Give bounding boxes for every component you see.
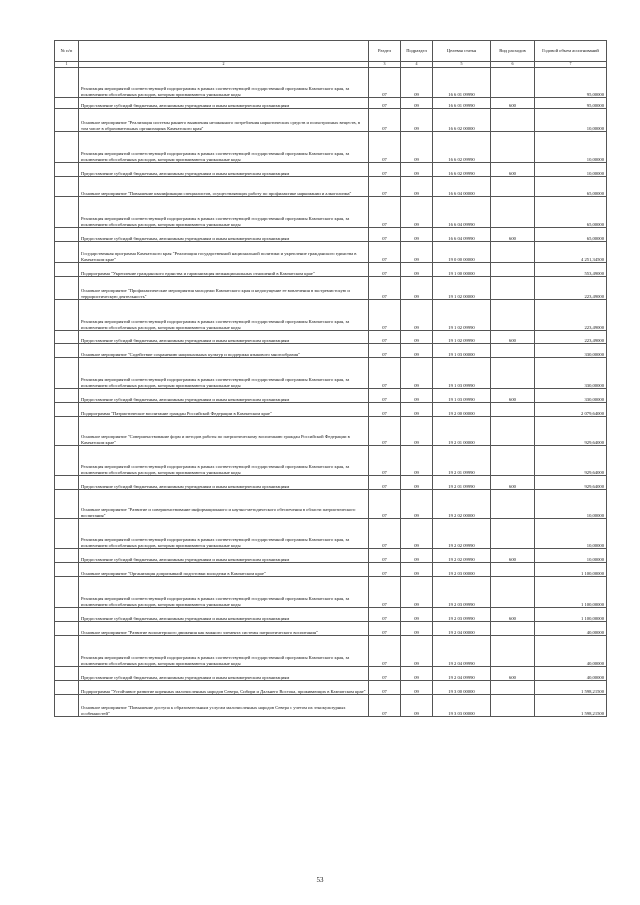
row-target-article: 16 6 02 09990 bbox=[433, 163, 491, 177]
row-section: 07 bbox=[369, 109, 401, 132]
row-index bbox=[55, 300, 79, 331]
row-expense-type bbox=[491, 277, 535, 300]
row-name: Основное мероприятие "Развитие волонтерского движения как важного элемента системы патриотического воспитания" bbox=[79, 622, 369, 636]
row-target-article: 19 1 02 09990 bbox=[433, 331, 491, 344]
row-expense-type bbox=[491, 403, 535, 417]
column-number: 2 bbox=[79, 62, 369, 68]
row-target-article: 19 2 04 09990 bbox=[433, 667, 491, 681]
column-number: 7 bbox=[535, 62, 607, 68]
row-section: 07 bbox=[369, 695, 401, 717]
row-amount: 10,00000 bbox=[535, 549, 607, 563]
row-index bbox=[55, 163, 79, 177]
row-subsection: 09 bbox=[401, 519, 433, 549]
row-index bbox=[55, 263, 79, 277]
row-subsection: 09 bbox=[401, 636, 433, 667]
row-subsection: 09 bbox=[401, 228, 433, 242]
row-name: Реализация мероприятий соответствующей подпрограммы в рамках соответствующей государственной программы Камчатского края, за исключением обособленных расходов, которым присваиваются уникальные коды bbox=[79, 636, 369, 667]
row-name: Предоставление субсидий бюджетным, автономным учреждениям и иным некоммерческим организациям bbox=[79, 667, 369, 681]
row-name: Реализация мероприятий соответствующей подпрограммы в рамках соответствующей государственной программы Камчатского края, за исключением обособленных расходов, которым присваиваются уникальные коды bbox=[79, 68, 369, 98]
row-index bbox=[55, 228, 79, 242]
row-name: Основное мероприятие "Развитие и совершенствование информационного и научно-методического обеспечения в области патриотического воспитания" bbox=[79, 490, 369, 519]
row-target-article: 16 6 04 00000 bbox=[433, 177, 491, 197]
row-amount: 65,00000 bbox=[535, 228, 607, 242]
row-name: Предоставление субсидий бюджетным, автономным учреждениям и иным некоммерческим организациям bbox=[79, 228, 369, 242]
table-row bbox=[55, 263, 607, 277]
row-target-article: 19 2 03 09990 bbox=[433, 577, 491, 608]
row-expense-type bbox=[491, 300, 535, 331]
row-subsection: 09 bbox=[401, 263, 433, 277]
table-row bbox=[55, 177, 607, 197]
row-expense-type: 600 bbox=[491, 228, 535, 242]
table-row bbox=[55, 242, 607, 263]
row-section: 07 bbox=[369, 608, 401, 622]
row-amount: 10,00000 bbox=[535, 519, 607, 549]
row-subsection: 09 bbox=[401, 389, 433, 403]
row-name: Реализация мероприятий соответствующей подпрограммы в рамках соответствующей государственной программы Камчатского края, за исключением обособленных расходов, которым присваиваются уникальные коды bbox=[79, 577, 369, 608]
row-amount: 4 251,34500 bbox=[535, 242, 607, 263]
row-expense-type bbox=[491, 622, 535, 636]
row-section: 07 bbox=[369, 577, 401, 608]
row-index bbox=[55, 98, 79, 109]
row-subsection: 09 bbox=[401, 177, 433, 197]
row-name: Государственная программа Камчатского края "Реализация государственной национальной политики и укрепление гражданского единства в Камчатском крае" bbox=[79, 242, 369, 263]
table-row bbox=[55, 636, 607, 667]
row-amount: 40,00000 bbox=[535, 622, 607, 636]
row-amount: 223,49000 bbox=[535, 277, 607, 300]
row-amount: 330,00000 bbox=[535, 344, 607, 358]
column-number: 3 bbox=[369, 62, 401, 68]
table-row bbox=[55, 476, 607, 490]
row-amount: 223,49000 bbox=[535, 331, 607, 344]
row-expense-type: 600 bbox=[491, 476, 535, 490]
row-section: 07 bbox=[369, 277, 401, 300]
table-row bbox=[55, 389, 607, 403]
row-amount: 10,00000 bbox=[535, 109, 607, 132]
row-target-article: 16 6 02 00000 bbox=[433, 109, 491, 132]
row-target-article: 19 2 03 09990 bbox=[433, 608, 491, 622]
row-name: Основное мероприятие "Совершенствование форм и методов работы по патриотическому воспитанию граждан Российской Федерации в Камчатском крае" bbox=[79, 417, 369, 446]
row-target-article: 19 1 03 00000 bbox=[433, 344, 491, 358]
row-target-article: 19 2 01 00000 bbox=[433, 417, 491, 446]
table-row bbox=[55, 132, 607, 163]
header-cell bbox=[79, 41, 369, 62]
row-subsection: 09 bbox=[401, 608, 433, 622]
table-row bbox=[55, 68, 607, 98]
row-amount: 2 079,64000 bbox=[535, 403, 607, 417]
row-section: 07 bbox=[369, 446, 401, 476]
row-amount: 40,00000 bbox=[535, 667, 607, 681]
row-amount: 95,00000 bbox=[535, 98, 607, 109]
row-subsection: 09 bbox=[401, 132, 433, 163]
row-section: 07 bbox=[369, 263, 401, 277]
row-target-article: 19 1 02 00000 bbox=[433, 277, 491, 300]
row-name: Предоставление субсидий бюджетным, автономным учреждениям и иным некоммерческим организациям bbox=[79, 476, 369, 490]
row-index bbox=[55, 681, 79, 695]
table-row bbox=[55, 490, 607, 519]
row-section: 07 bbox=[369, 132, 401, 163]
row-section: 07 bbox=[369, 622, 401, 636]
row-index bbox=[55, 242, 79, 263]
row-amount: 10,00000 bbox=[535, 163, 607, 177]
row-name: Предоставление субсидий бюджетным, автономным учреждениям и иным некоммерческим организациям bbox=[79, 98, 369, 109]
row-target-article: 16 6 04 09990 bbox=[433, 197, 491, 228]
row-amount: 1 598,21500 bbox=[535, 695, 607, 717]
row-expense-type bbox=[491, 132, 535, 163]
row-expense-type bbox=[491, 417, 535, 446]
row-target-article: 19 1 03 09990 bbox=[433, 358, 491, 389]
row-index bbox=[55, 695, 79, 717]
row-section: 07 bbox=[369, 358, 401, 389]
row-subsection: 09 bbox=[401, 476, 433, 490]
row-section: 07 bbox=[369, 403, 401, 417]
row-target-article: 16 6 01 09990 bbox=[433, 98, 491, 109]
row-section: 07 bbox=[369, 331, 401, 344]
row-name: Основное мероприятие "Повышение квалификации специалистов, осуществляющих работу по профилактике наркомании и алкоголизма" bbox=[79, 177, 369, 197]
row-index bbox=[55, 476, 79, 490]
row-target-article: 19 2 00 00000 bbox=[433, 403, 491, 417]
table-row bbox=[55, 98, 607, 109]
row-name: Основное мероприятие "Реализация системы раннего выявления незаконного потребления наркотических средств и психотропных веществ, в том числе в образовательных организациях Камчатского края" bbox=[79, 109, 369, 132]
row-index bbox=[55, 277, 79, 300]
table-row bbox=[55, 358, 607, 389]
table-row bbox=[55, 300, 607, 331]
row-expense-type bbox=[491, 358, 535, 389]
table-row bbox=[55, 197, 607, 228]
header-cell: Подраздел bbox=[401, 41, 433, 62]
table-row bbox=[55, 563, 607, 577]
row-target-article: 19 2 04 09990 bbox=[433, 636, 491, 667]
row-target-article: 19 2 04 00000 bbox=[433, 622, 491, 636]
row-subsection: 09 bbox=[401, 577, 433, 608]
row-subsection: 09 bbox=[401, 344, 433, 358]
row-expense-type bbox=[491, 563, 535, 577]
row-expense-type: 600 bbox=[491, 608, 535, 622]
table-row bbox=[55, 228, 607, 242]
row-index bbox=[55, 358, 79, 389]
row-expense-type: 600 bbox=[491, 389, 535, 403]
header-row bbox=[55, 41, 607, 62]
row-index bbox=[55, 667, 79, 681]
row-target-article: 19 2 02 09990 bbox=[433, 549, 491, 563]
table-row bbox=[55, 608, 607, 622]
row-index bbox=[55, 519, 79, 549]
header-cell: № п/п bbox=[55, 41, 79, 62]
row-index bbox=[55, 177, 79, 197]
row-name: Реализация мероприятий соответствующей подпрограммы в рамках соответствующей государственной программы Камчатского края, за исключением обособленных расходов, которым присваиваются уникальные коды bbox=[79, 132, 369, 163]
row-section: 07 bbox=[369, 563, 401, 577]
row-expense-type: 600 bbox=[491, 549, 535, 563]
row-section: 07 bbox=[369, 389, 401, 403]
row-expense-type: 600 bbox=[491, 331, 535, 344]
row-name: Подпрограмма "Укрепление гражданского единства и гармонизация межнациональных отношений в Камчатском крае" bbox=[79, 263, 369, 277]
row-subsection: 09 bbox=[401, 300, 433, 331]
row-amount: 10,00000 bbox=[535, 490, 607, 519]
row-section: 07 bbox=[369, 228, 401, 242]
row-index bbox=[55, 622, 79, 636]
row-section: 07 bbox=[369, 197, 401, 228]
row-target-article: 19 3 00 00000 bbox=[433, 681, 491, 695]
row-section: 07 bbox=[369, 681, 401, 695]
row-amount: 929,64000 bbox=[535, 417, 607, 446]
row-target-article: 19 3 03 00000 bbox=[433, 695, 491, 717]
row-target-article: 19 2 03 00000 bbox=[433, 563, 491, 577]
row-section: 07 bbox=[369, 344, 401, 358]
row-expense-type bbox=[491, 490, 535, 519]
row-index bbox=[55, 417, 79, 446]
row-index bbox=[55, 608, 79, 622]
row-index bbox=[55, 549, 79, 563]
row-index bbox=[55, 563, 79, 577]
row-amount: 10,00000 bbox=[535, 132, 607, 163]
column-number: 4 bbox=[401, 62, 433, 68]
row-expense-type bbox=[491, 242, 535, 263]
table-row bbox=[55, 577, 607, 608]
row-subsection: 09 bbox=[401, 242, 433, 263]
row-name: Предоставление субсидий бюджетным, автономным учреждениям и иным некоммерческим организациям bbox=[79, 549, 369, 563]
table-row bbox=[55, 163, 607, 177]
row-section: 07 bbox=[369, 490, 401, 519]
row-amount: 929,64000 bbox=[535, 476, 607, 490]
row-subsection: 09 bbox=[401, 331, 433, 344]
table-row bbox=[55, 403, 607, 417]
table-row bbox=[55, 667, 607, 681]
row-expense-type: 600 bbox=[491, 667, 535, 681]
row-expense-type bbox=[491, 681, 535, 695]
row-index bbox=[55, 109, 79, 132]
row-expense-type bbox=[491, 577, 535, 608]
row-subsection: 09 bbox=[401, 417, 433, 446]
table-row bbox=[55, 331, 607, 344]
row-name: Основное мероприятие "Повышение доступа к образовательным услугам малочисленных народов Севера с учетом их этнокультурных особенностей" bbox=[79, 695, 369, 717]
row-section: 07 bbox=[369, 636, 401, 667]
row-name: Подпрограмма "Устойчивое развитие коренных малочисленных народов Севера, Сибири и Дальнего Востока, проживающих в Камчатском крае" bbox=[79, 681, 369, 695]
table-row bbox=[55, 446, 607, 476]
row-expense-type: 600 bbox=[491, 163, 535, 177]
table-row bbox=[55, 622, 607, 636]
header-cell: Вид расходов bbox=[491, 41, 535, 62]
row-name: Реализация мероприятий соответствующей подпрограммы в рамках соответствующей государственной программы Камчатского края, за исключением обособленных расходов, которым присваиваются уникальные коды bbox=[79, 446, 369, 476]
row-section: 07 bbox=[369, 300, 401, 331]
row-name: Основное мероприятие "Содействие сохранению национальных культур и поддержка языкового многообразия" bbox=[79, 344, 369, 358]
row-index bbox=[55, 197, 79, 228]
row-name: Реализация мероприятий соответствующей подпрограммы в рамках соответствующей государственной программы Камчатского края, за исключением обособленных расходов, которым присваиваются уникальные коды bbox=[79, 519, 369, 549]
row-target-article: 19 2 01 09990 bbox=[433, 476, 491, 490]
row-amount: 929,64000 bbox=[535, 446, 607, 476]
row-amount: 1 100,00000 bbox=[535, 563, 607, 577]
row-section: 07 bbox=[369, 519, 401, 549]
row-index bbox=[55, 344, 79, 358]
row-section: 07 bbox=[369, 549, 401, 563]
budget-table bbox=[54, 40, 607, 717]
page-number: 53 bbox=[316, 876, 324, 884]
row-index bbox=[55, 68, 79, 98]
table-row bbox=[55, 681, 607, 695]
table-row bbox=[55, 417, 607, 446]
row-target-article: 19 2 01 09990 bbox=[433, 446, 491, 476]
row-section: 07 bbox=[369, 98, 401, 109]
row-amount: 223,49000 bbox=[535, 300, 607, 331]
table-body bbox=[55, 68, 607, 717]
row-subsection: 09 bbox=[401, 446, 433, 476]
row-expense-type bbox=[491, 68, 535, 98]
row-amount: 1 598,21500 bbox=[535, 681, 607, 695]
row-subsection: 09 bbox=[401, 277, 433, 300]
row-expense-type bbox=[491, 177, 535, 197]
row-amount: 330,00000 bbox=[535, 358, 607, 389]
row-subsection: 09 bbox=[401, 490, 433, 519]
row-name: Реализация мероприятий соответствующей подпрограммы в рамках соответствующей государственной программы Камчатского края, за исключением обособленных расходов, которым присваиваются уникальные коды bbox=[79, 358, 369, 389]
row-subsection: 09 bbox=[401, 695, 433, 717]
column-number: 5 bbox=[433, 62, 491, 68]
row-target-article: 19 2 02 00000 bbox=[433, 490, 491, 519]
row-subsection: 09 bbox=[401, 98, 433, 109]
row-target-article: 19 0 00 00000 bbox=[433, 242, 491, 263]
header-cell: Раздел bbox=[369, 41, 401, 62]
row-name: Предоставление субсидий бюджетным, автономным учреждениям и иным некоммерческим организациям bbox=[79, 331, 369, 344]
row-section: 07 bbox=[369, 177, 401, 197]
row-name: Предоставление субсидий бюджетным, автономным учреждениям и иным некоммерческим организациям bbox=[79, 389, 369, 403]
row-name: Основное мероприятие "Профилактические мероприятия молодежи Камчатского края и недопущение ее вовлечения в экстремистскую и террористическую деятельность" bbox=[79, 277, 369, 300]
row-target-article: 19 2 02 09990 bbox=[433, 519, 491, 549]
row-target-article: 19 1 03 09990 bbox=[433, 389, 491, 403]
row-section: 07 bbox=[369, 242, 401, 263]
row-subsection: 09 bbox=[401, 197, 433, 228]
column-number: 6 bbox=[491, 62, 535, 68]
row-target-article: 19 1 02 09990 bbox=[433, 300, 491, 331]
row-expense-type: 600 bbox=[491, 98, 535, 109]
row-subsection: 09 bbox=[401, 563, 433, 577]
row-subsection: 09 bbox=[401, 68, 433, 98]
row-name: Реализация мероприятий соответствующей подпрограммы в рамках соответствующей государственной программы Камчатского края, за исключением обособленных расходов, которым присваиваются уникальные коды bbox=[79, 300, 369, 331]
row-amount: 330,00000 bbox=[535, 389, 607, 403]
row-amount: 40,00000 bbox=[535, 636, 607, 667]
row-subsection: 09 bbox=[401, 358, 433, 389]
table-row bbox=[55, 109, 607, 132]
table-row bbox=[55, 277, 607, 300]
row-section: 07 bbox=[369, 476, 401, 490]
row-target-article: 16 6 02 09990 bbox=[433, 132, 491, 163]
row-index bbox=[55, 389, 79, 403]
row-subsection: 09 bbox=[401, 681, 433, 695]
row-subsection: 09 bbox=[401, 163, 433, 177]
row-subsection: 09 bbox=[401, 549, 433, 563]
row-amount: 95,00000 bbox=[535, 68, 607, 98]
row-target-article: 19 1 00 00000 bbox=[433, 263, 491, 277]
row-index bbox=[55, 490, 79, 519]
row-amount: 553,49000 bbox=[535, 263, 607, 277]
row-section: 07 bbox=[369, 163, 401, 177]
row-index bbox=[55, 446, 79, 476]
table-row bbox=[55, 344, 607, 358]
header-cell: Целевая статья bbox=[433, 41, 491, 62]
row-section: 07 bbox=[369, 667, 401, 681]
table-row bbox=[55, 695, 607, 717]
row-section: 07 bbox=[369, 417, 401, 446]
row-amount: 1 100,00000 bbox=[535, 577, 607, 608]
row-name: Реализация мероприятий соответствующей подпрограммы в рамках соответствующей государственной программы Камчатского края, за исключением обособленных расходов, которым присваиваются уникальные коды bbox=[79, 197, 369, 228]
row-target-article: 16 6 01 09990 bbox=[433, 68, 491, 98]
row-section: 07 bbox=[369, 68, 401, 98]
column-number: 1 bbox=[55, 62, 79, 68]
row-name: Предоставление субсидий бюджетным, автономным учреждениям и иным некоммерческим организациям bbox=[79, 163, 369, 177]
header-cell: Годовой объем ассигнований bbox=[535, 41, 607, 62]
row-expense-type bbox=[491, 519, 535, 549]
row-index bbox=[55, 636, 79, 667]
row-amount: 65,00000 bbox=[535, 197, 607, 228]
row-index bbox=[55, 577, 79, 608]
table-row bbox=[55, 519, 607, 549]
row-index bbox=[55, 403, 79, 417]
row-target-article: 16 6 04 09990 bbox=[433, 228, 491, 242]
row-amount: 1 100,00000 bbox=[535, 608, 607, 622]
row-expense-type bbox=[491, 344, 535, 358]
row-expense-type bbox=[491, 446, 535, 476]
row-subsection: 09 bbox=[401, 667, 433, 681]
row-name: Основное мероприятие "Организация допризывной подготовки молодежи в Камчатском крае" bbox=[79, 563, 369, 577]
table-row bbox=[55, 549, 607, 563]
row-expense-type bbox=[491, 109, 535, 132]
row-expense-type bbox=[491, 636, 535, 667]
row-expense-type bbox=[491, 263, 535, 277]
row-subsection: 09 bbox=[401, 622, 433, 636]
row-amount: 65,00000 bbox=[535, 177, 607, 197]
row-subsection: 09 bbox=[401, 403, 433, 417]
row-index bbox=[55, 132, 79, 163]
row-subsection: 09 bbox=[401, 109, 433, 132]
row-expense-type bbox=[491, 197, 535, 228]
row-name: Предоставление субсидий бюджетным, автономным учреждениям и иным некоммерческим организациям bbox=[79, 608, 369, 622]
row-index bbox=[55, 331, 79, 344]
row-name: Подпрограмма "Патриотическое воспитание граждан Российской Федерации в Камчатском крае" bbox=[79, 403, 369, 417]
row-expense-type bbox=[491, 695, 535, 717]
